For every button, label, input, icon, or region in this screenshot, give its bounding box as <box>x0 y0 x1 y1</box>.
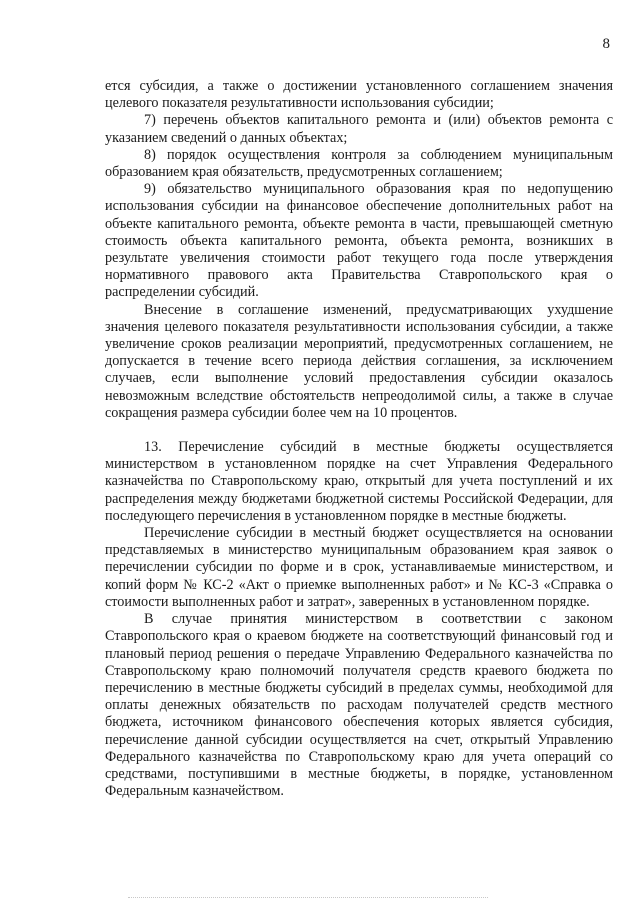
paragraph-continuation: ется субсидия, а также о достижении установленного соглашением значения целевого показателя результативности использования субсидии; <box>105 78 613 112</box>
paragraph-treasury: В случае принятия министерством в соответствии с законом Ставропольского края о краевом бюджете на соответствующий финансовый год и плановый период решения о передаче Управлению Федерального казначейства по Ставропольскому краю полномочий получателя средств краевого бюджета по перечислению в местные бюджеты субсидий в пределах суммы, необходимой для оплаты денежных обязательств по расходам получателей средств местного бюджета, источником финансового обеспечения которых является субсидия, перечисление данной субсидии осуществляется на счет, открытый Управлению Федерального казначейства по Ставропольскому краю для учета операций со средствами, поступившими в местные бюджеты, в порядке, установленном Федеральным казначейством. <box>105 611 613 800</box>
scan-artifact-line <box>128 897 488 899</box>
paragraph-item-9: 9) обязательство муниципального образования края по недопущению использования субсидии на финансовое обеспечение дополнительных работ на объекте капитального ремонта, объекте ремонта в части, превышающей сметную стоимость объекта капитального ремонта, объекта ремонта, возникших в результате увеличения стоимости работ текущего года после утверждения нормативного правового акта Правительства Ставропольского края о распределении субсидий. <box>105 181 613 301</box>
page-number: 8 <box>602 36 610 52</box>
paragraph-section-13: 13. Перечисление субсидий в местные бюджеты осуществляется министерством в установленном порядке на счет Управления Федерального казначейства по Ставропольскому краю, открытый для учета поступлений и их распределения между бюджетами бюджетной системы Российской Федерации, для последующего перечисления в установленном порядке в местные бюджеты. <box>105 439 613 524</box>
paragraph-item-7: 7) перечень объектов капитального ремонта и (или) объектов ремонта с указанием сведений о данных объектах; <box>105 112 613 146</box>
document-body <box>105 78 613 800</box>
paragraph-item-8: 8) порядок осуществления контроля за соблюдением муниципальным образованием края обязательств, предусмотренных соглашением; <box>105 146 613 181</box>
paragraph-amendments: Внесение в соглашение изменений, предусматривающих ухудшение значения целевого показателя результативности использования субсидии, а также увеличение сроков реализации мероприятий, предусмотренных соглашением, не допускается в течение всего периода действия соглашения, за исключением случаев, если выполнение условий предоставления субсидии оказалось невозможным вследствие обстоятельств непреодолимой силы, а также в случае сокращения размера субсидии более чем на 10 процентов. <box>105 301 613 421</box>
paragraph-transfer: Перечисление субсидии в местный бюджет осуществляется на основании представляемых в министерство муниципальным образованием края заявок о перечислении субсидии по форме и в срок, устанавливаемые министерством, и копий форм № КС-2 «Акт о приемке выполненных работ» и № КС-3 «Справка о стоимости выполненных работ и затрат», заверенных в установленном порядке. <box>105 525 613 610</box>
